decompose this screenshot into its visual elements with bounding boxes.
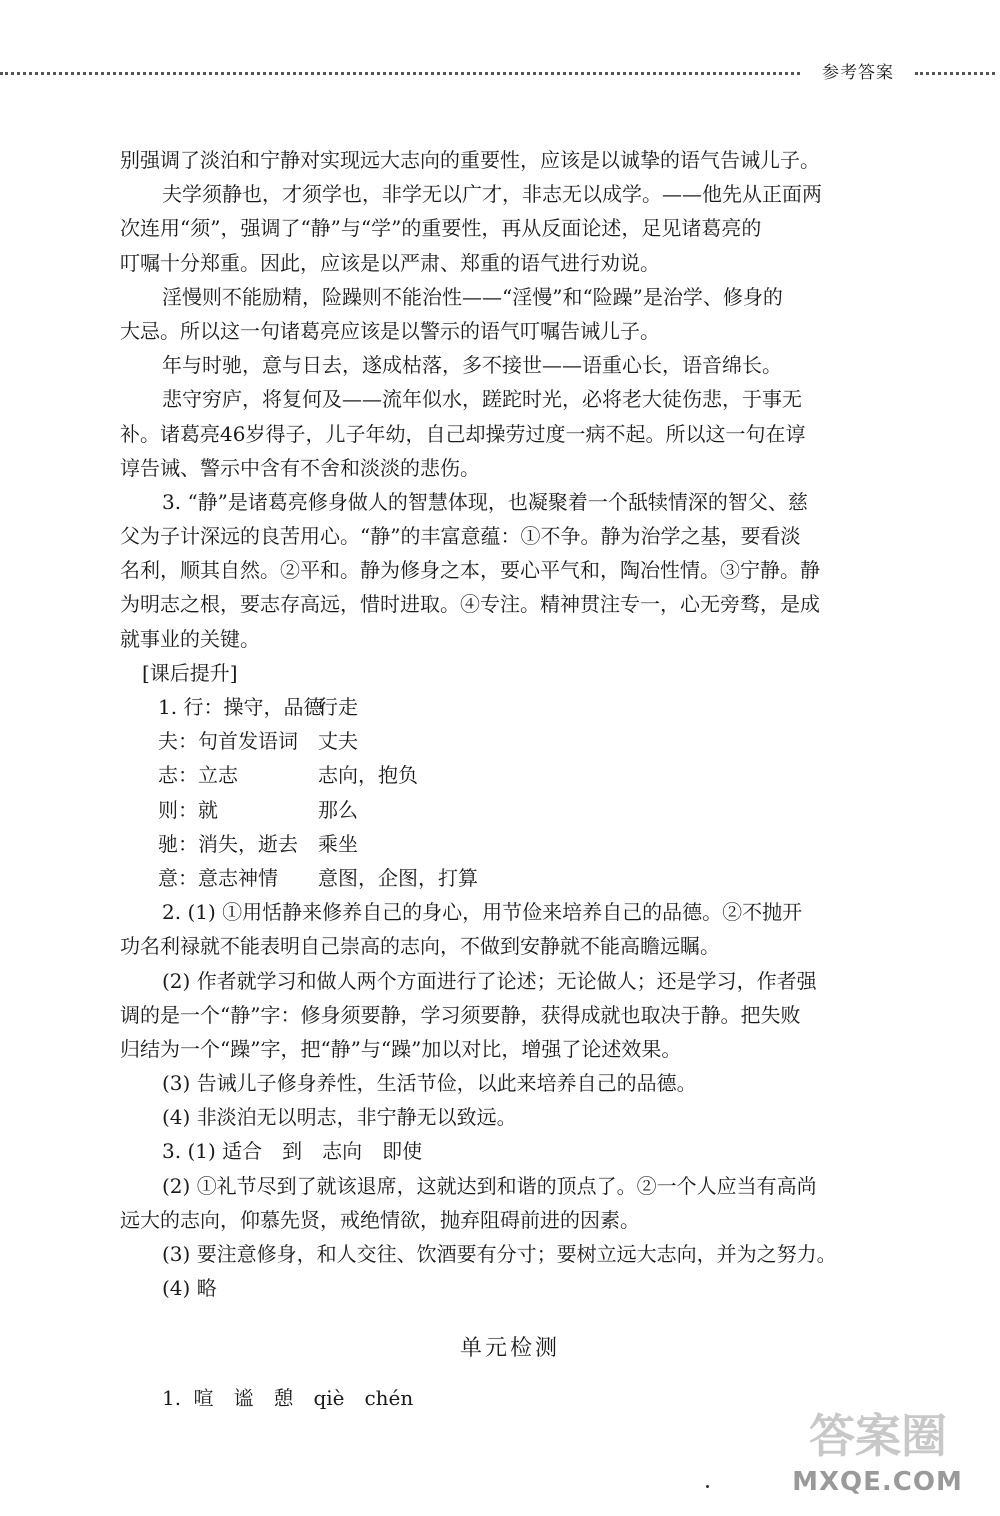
- paragraph-line: (4) 略: [162, 1276, 217, 1301]
- glossary-term: 意：意志神情: [158, 865, 278, 890]
- glossary-alt: 志向，抱负: [318, 763, 418, 788]
- paragraph-line: 别强调了淡泊和宁静对实现远大志向的重要性，应该是以诚挚的语气告诫儿子。: [120, 148, 820, 172]
- paragraph-line: 夫学须静也，才须学也，非学无以广才，非志无以成学。——他先从正面两: [162, 182, 822, 207]
- glossary-row: [120, 724, 900, 758]
- answer-content: [120, 143, 900, 1416]
- paragraph-line: 名利，顺其自然。②平和。静为修身之本，要心平气和，陶冶性情。③宁静。静: [120, 558, 820, 583]
- paragraph-line: 3. (1) 适合 到 志向 即使: [162, 1139, 423, 1164]
- paragraph-line: (2) 作者就学习和做人两个方面进行了论述；无论做人；还是学习，作者强: [162, 968, 817, 993]
- paragraph-line: 就事业的关键。: [120, 626, 260, 651]
- paragraph-line: 父为子计深远的良苦用心。“静”的丰富意蕴：①不争。静为治学之基，要看淡: [120, 524, 801, 549]
- glossary-row: [120, 690, 900, 724]
- paragraph-line: 功名利禄就不能表明自己崇高的志向，不做到安静就不能高瞻远瞩。: [120, 934, 720, 959]
- glossary-term: 驰：消失，逝去: [158, 831, 298, 856]
- watermark-site-text: MXQE.COM: [792, 1467, 963, 1497]
- paragraph-line: 远大的志向，仰慕先贤，戒绝情欲，抛弃阻碍前进的因素。: [120, 1207, 640, 1232]
- paragraph-line: 补。诸葛亮46岁得子，儿子年幼，自己却操劳过度一病不起。所以这一句在谆: [120, 421, 806, 446]
- paragraph-line: 年与时驰，意与日去，遂成枯落，多不接世——语重心长，语音绵长。: [162, 353, 782, 378]
- paragraph-line: 淫慢则不能励精，险躁则不能治性——“淫慢”和“险躁”是治学、修身的: [162, 284, 783, 309]
- paragraph-line: (4) 非淡泊无以明志，非宁静无以致远。: [162, 1105, 517, 1130]
- glossary-row: [120, 861, 900, 895]
- paragraph-line: 3. “静”是诸葛亮修身做人的智慧体现，也凝聚着一个舐犊情深的智父、慈: [162, 489, 808, 514]
- paragraph-line: 悲守穷庐，将复何及——流年似水，蹉跎时光，必将老大徒伤悲，于事无: [162, 387, 802, 412]
- glossary-row: [120, 793, 900, 827]
- paragraph-line: 次连用“须”，强调了“静”与“学”的重要性，再从反面论述，足见诸葛亮的: [120, 216, 762, 241]
- glossary-term: 1. 行：操守，品德: [158, 695, 324, 719]
- section-heading: [课后提升]: [142, 660, 238, 685]
- paragraph-line: (3) 要注意修身，和人交往、饮酒要有分寸；要树立远大志向，并为之努力。: [162, 1242, 837, 1266]
- watermark-logo: 答案圈: [809, 1409, 947, 1463]
- site-watermark: [770, 1405, 985, 1505]
- header-dotted-rule-right: [915, 72, 995, 75]
- header-dotted-rule: [0, 72, 800, 75]
- stray-dot: [706, 1485, 709, 1488]
- unit-answer-line: 1. 喧 谧 憩 qiè chén: [162, 1386, 414, 1411]
- paragraph-line: (2) ①礼节尽到了就该退席，这就达到和谐的顶点了。②一个人应当有高尚: [162, 1173, 817, 1198]
- paragraph-line: (3) 告诫儿子修身养性，生活节俭，以此来培养自己的品德。: [162, 1071, 697, 1096]
- glossary-alt: 意图，企图，打算: [318, 865, 478, 890]
- glossary-alt: 乘坐: [318, 831, 358, 856]
- glossary-alt: 行走: [318, 695, 358, 719]
- paragraph-line: 大忌。所以这一句诸葛亮应该是以警示的语气叮嘱告诫儿子。: [120, 318, 660, 343]
- unit-test-title: 单元检测: [459, 1336, 560, 1362]
- glossary-term: 夫：句首发语词: [158, 729, 298, 754]
- paragraph-line: 2. (1) ①用恬静来修养自己的身心，用节俭来培养自己的品德。②不抛开: [162, 900, 803, 925]
- glossary-row: [120, 827, 900, 861]
- glossary-term: 志：立志: [158, 763, 238, 788]
- glossary-alt: 那么: [318, 797, 358, 822]
- glossary-alt: 丈夫: [318, 729, 358, 754]
- paragraph-line: 归结为一个“躁”字，把“静”与“躁”加以对比，增强了论述效果。: [120, 1036, 682, 1061]
- paragraph-line: 叮嘱十分郑重。因此，应该是以严肃、郑重的语气进行劝说。: [120, 250, 660, 275]
- paragraph-line: 谆告诫、警示中含有不舍和淡淡的悲伤。: [120, 455, 480, 480]
- header-title: 参考答案: [822, 63, 894, 83]
- paragraph-line: 调的是一个“静”字：修身须要静，学习须要静，获得成就也取决于静。把失败: [120, 1002, 801, 1027]
- paragraph-line: 为明志之根，要志存高远，惜时进取。④专注。精神贯注专一，心无旁骛，是成: [120, 592, 820, 617]
- glossary-row: [120, 758, 900, 792]
- glossary-term: 则：就: [158, 797, 218, 822]
